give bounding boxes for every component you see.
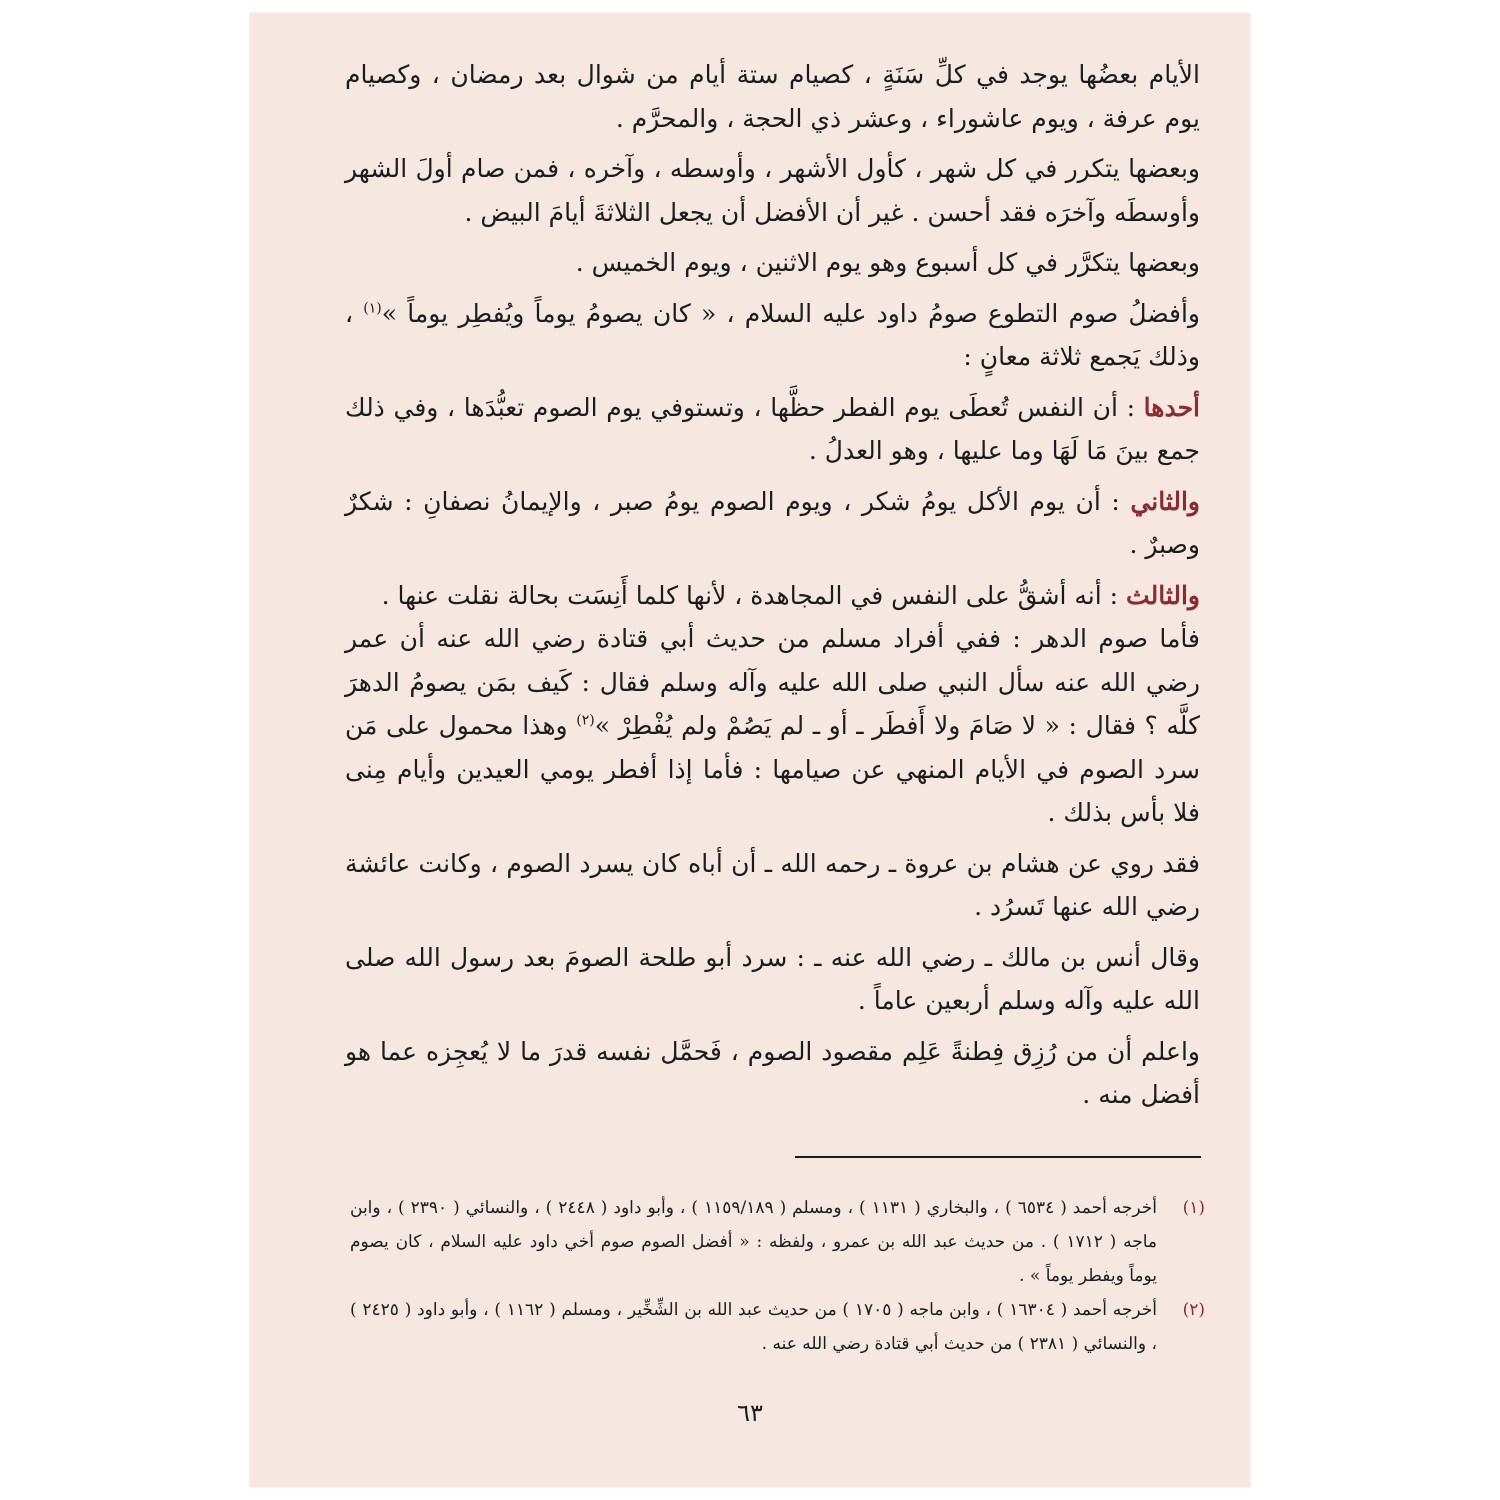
paragraph-text: فأما صوم الدهر : ففي أفراد مسلم من حديث أبي قتادة رضي الله عنه أن عمر رضي الله عنه سأل النبي صلى الله عليه وآله وسلم فقال : كَيف بمَن يصومُ الدهرَ كلَّه ؟ فقال : « لا صَامَ ولا أَفطَر ـ أو ـ لم يَصُمْ ولم يُفْطِرْ » [345, 624, 1200, 740]
paragraph-text: : أن يوم الأكل يومُ شكر ، ويوم الصوم يومُ صبر ، والإيمانُ نصفانِ : شكرٌ وصبرٌ . [345, 486, 1200, 559]
paragraph-text-continued: ، وذلك يَجمع ثلاثة معانٍ : [345, 298, 1200, 371]
paragraph-4 [345, 292, 1200, 379]
footnote-number: (١) [1182, 1198, 1205, 1218]
paragraph-text: : أن النفس تُعطَى يوم الفطر حظَّها ، وتستوفي يوم الصوم تعبُّدَها ، وفي ذلك جمع بينَ مَا لَهَا وما عليها ، وهو العدلُ . [345, 392, 1200, 465]
point-heading-third: والثالث [1126, 580, 1200, 610]
paragraph-text: وبعضها يتكرر في كل شهر ، كأول الأشهر ، وأوسطه ، وآخره ، فمن صام أولَ الشهر وأوسطَه وآخرَه فقد أحسن . غير أن الأفضل أن يجعل الثلاثةَ أيامَ البيض . [345, 154, 1200, 227]
point-heading-second: والثاني [1130, 486, 1200, 516]
footnote-1 [350, 1191, 1205, 1293]
footnote-2 [350, 1293, 1205, 1361]
paragraph-8 [345, 617, 1200, 835]
paragraph-3 [345, 241, 1200, 285]
paragraph-text: وأفضلُ صوم التطوع صومُ داود عليه السلام ، « كان يصومُ يوماً ويُفطِر يوماً » [381, 298, 1200, 328]
footnote-ref-2: (٢) [576, 712, 595, 729]
paragraph-10 [345, 936, 1200, 1023]
footnote-separator [795, 1156, 1201, 1158]
footnote-text: أخرجه أحمد ( ٦٥٣٤ ) ، والبخاري ( ١١٣١ ) ، ومسلم ( ١١٥٩/١٨٩ ) ، وأبو داود ( ٢٤٤٨ ) ، والنسائي ( ٢٣٩٠ ) ، وابن ماجه ( ١٧١٢ ) . من حديث عبد الله بن عمرو ، ولفظه : « أفضل الصوم صوم أخي داود عليه السلام ، كان يصوم يوماً ويفطر يوماً » . [350, 1198, 1158, 1286]
paragraph-text: : أنه أشقُّ على النفس في المجاهدة ، لأنها كلما أَنِسَت بحالة نقلت عنها . [381, 580, 1127, 610]
paragraph-5 [345, 386, 1200, 473]
paragraph-7 [345, 574, 1200, 618]
page-number: ٦٣ [737, 1399, 763, 1427]
paragraph-text: وبعضها يتكرَّر في كل أسبوع وهو يوم الاثنين ، ويوم الخميس . [575, 248, 1200, 277]
footnote-ref-1: (١) [363, 300, 382, 317]
footnote-number: (٢) [1182, 1300, 1205, 1320]
paragraph-6 [345, 480, 1200, 567]
point-heading-first: أحدها [1143, 392, 1200, 422]
book-page [250, 13, 1250, 1487]
paragraph-2 [345, 147, 1200, 234]
paragraph-11 [345, 1030, 1200, 1117]
paragraph-text-continued: وهذا محمول على مَن سرد الصوم في الأيام المنهي عن صيامها : فأما إذا أفطر يومي العيدين وأيام مِنى فلا بأس بذلك . [345, 711, 1200, 827]
footnotes [350, 1191, 1205, 1361]
paragraph-text: واعلم أن من رُزِق فِطنةً عَلِم مقصود الصوم ، فَحمَّل نفسه قدرَ ما لا يُعجِزه عما هو أفضل منه . [345, 1036, 1200, 1109]
footnote-text: أخرجه أحمد ( ١٦٣٠٤ ) ، وابن ماجه ( ١٧٠٥ ) من حديث عبد الله بن الشِّخِّير ، ومسلم ( ١١٦٢ ) ، وأبو داود ( ٢٤٢٥ ) ، والنسائي ( ٢٣٨١ ) من حديث أبي قتادة رضي الله عنه . [350, 1300, 1157, 1354]
paragraph-1 [345, 53, 1200, 140]
paragraph-9 [345, 842, 1200, 929]
paragraph-text: وقال أنس بن مالك ـ رضي الله عنه ـ : سرد أبو طلحة الصومَ بعد رسول الله صلى الله عليه وآله وسلم أربعين عاماً . [345, 942, 1200, 1015]
paragraph-text: الأيام بعضُها يوجد في كلِّ سَنَةٍ ، كصيام ستة أيام من شوال بعد رمضان ، وكصيام يوم عرفة ، ويوم عاشوراء ، وعشر ذي الحجة ، والمحرَّم . [345, 60, 1200, 133]
paragraph-text: فقد روي عن هشام بن عروة ـ رحمه الله ـ أن أباه كان يسرد الصوم ، وكانت عائشة رضي الله عنها تَسرُد . [345, 848, 1200, 921]
main-text [345, 53, 1200, 1124]
